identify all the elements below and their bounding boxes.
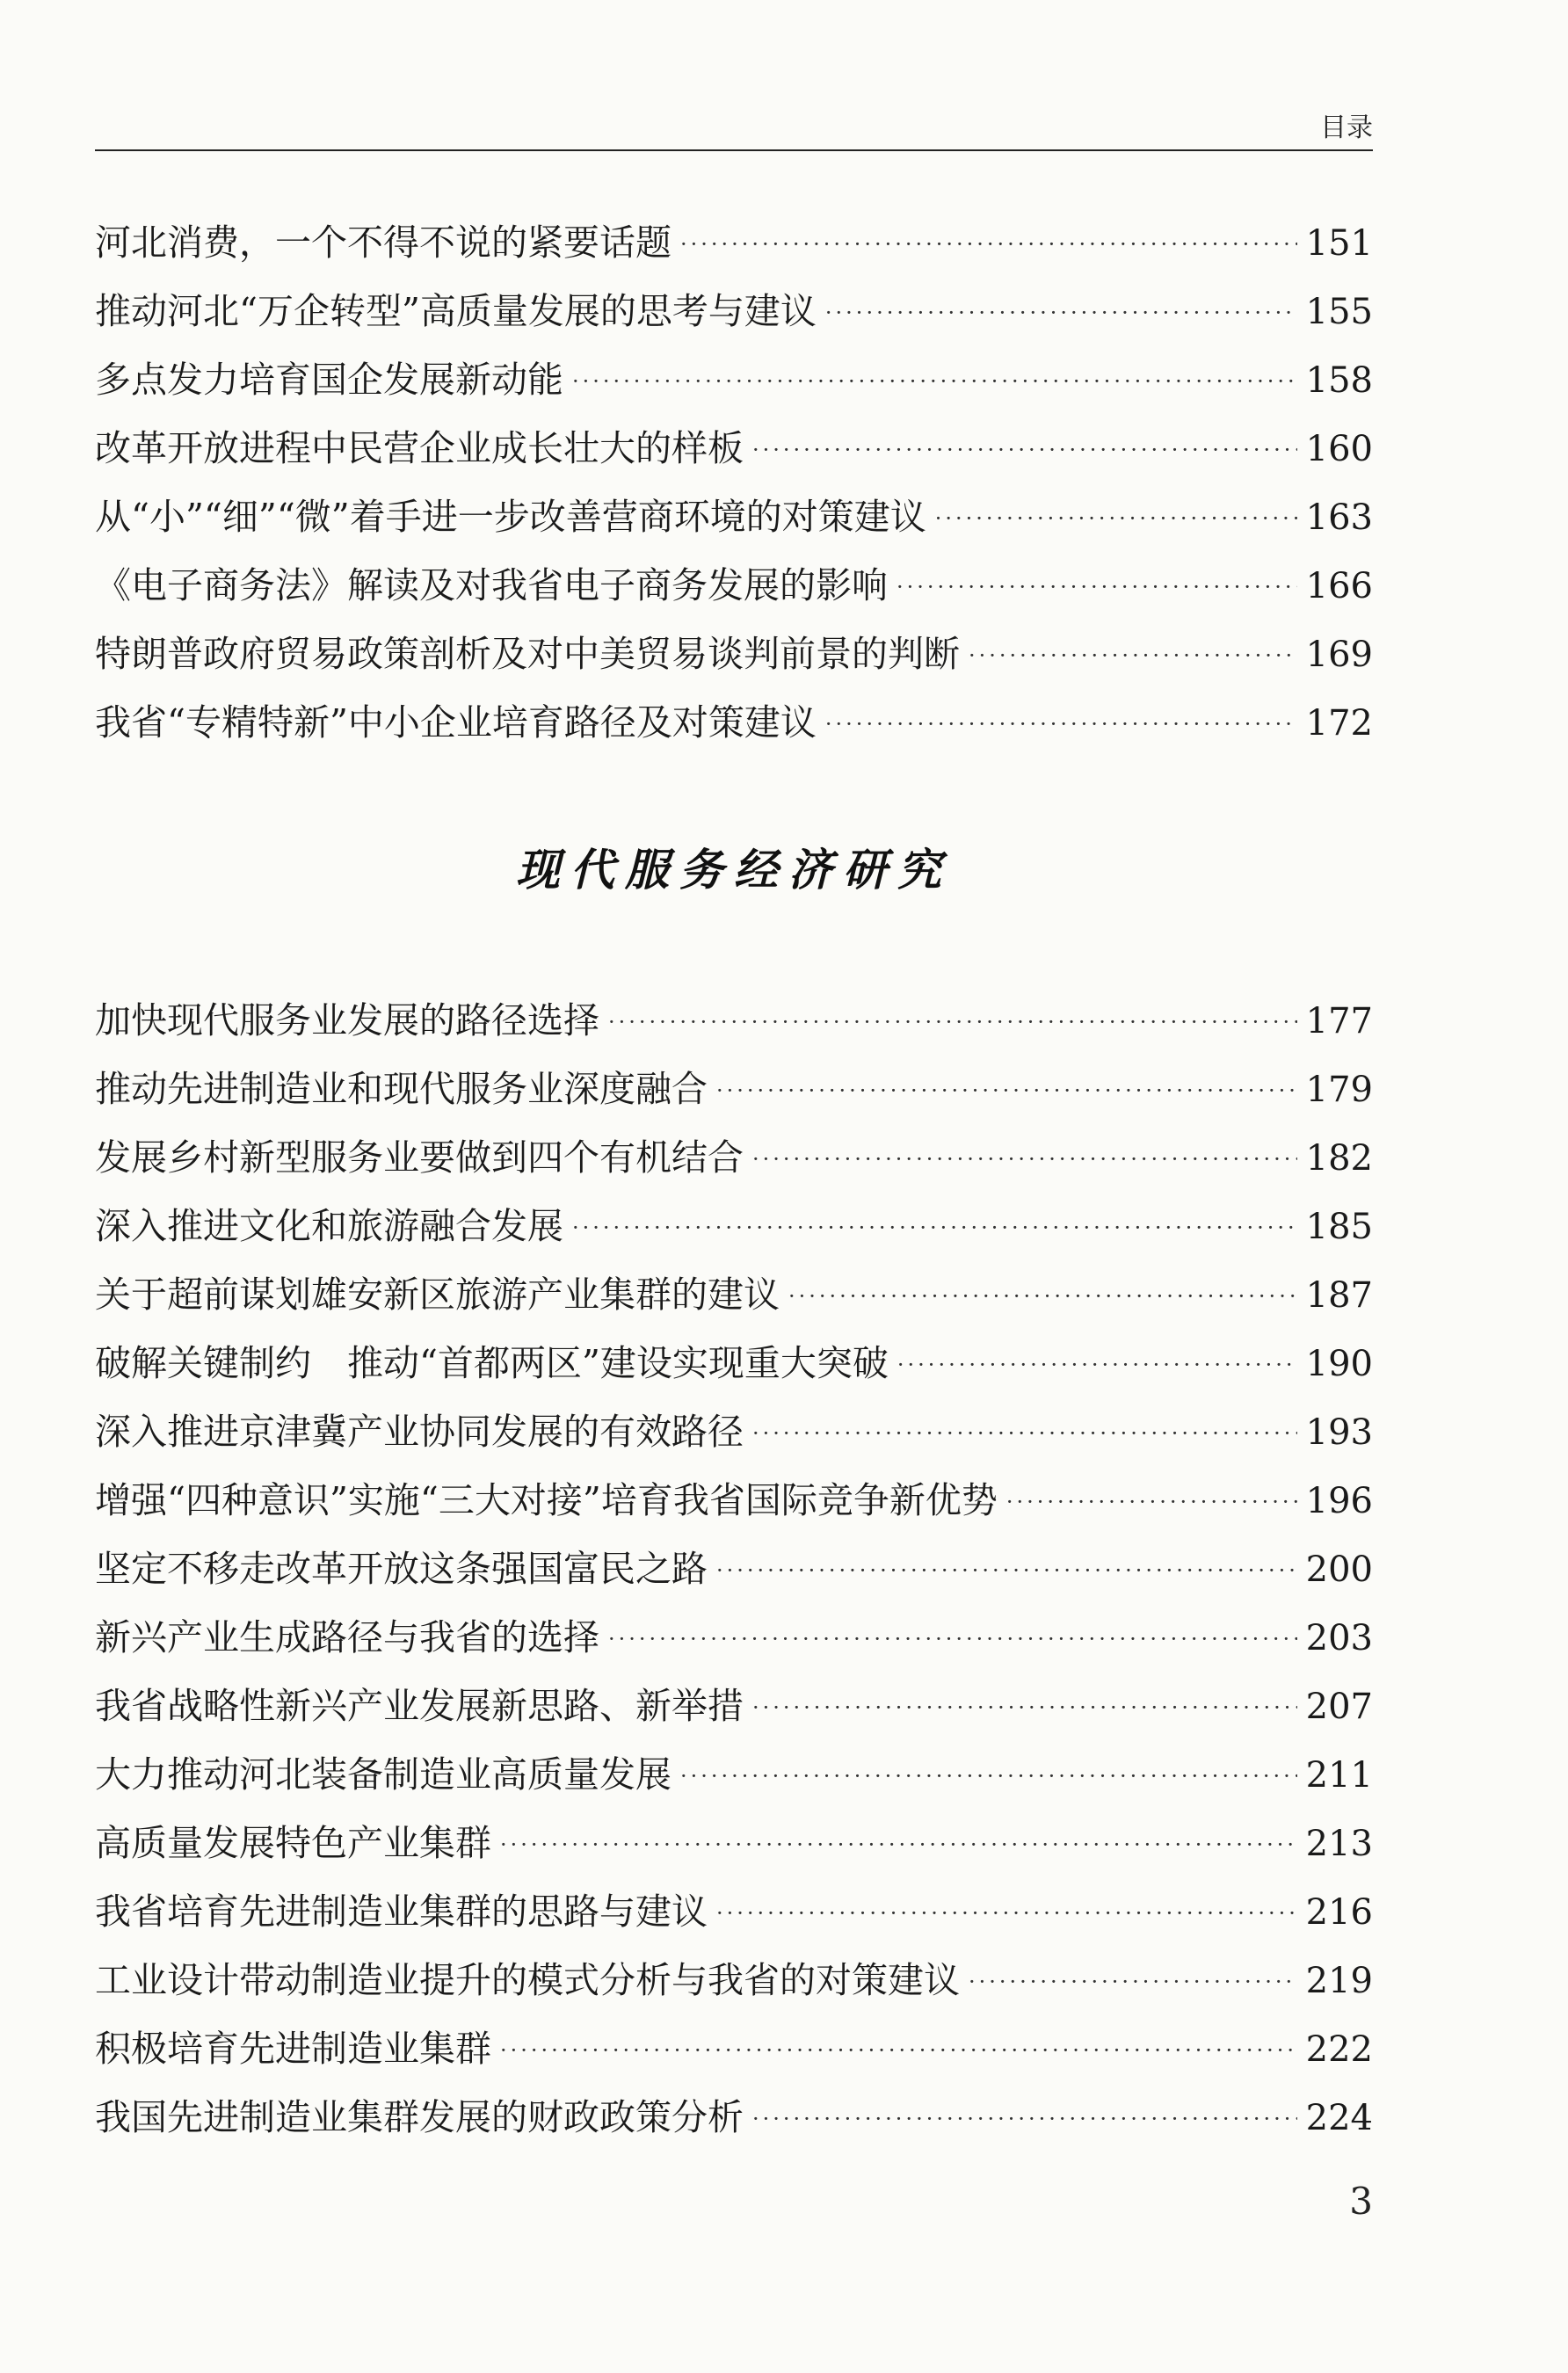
toc-entry-title: 改革开放进程中民营企业成长壮大的样板	[95, 427, 744, 469]
toc-entry	[95, 1397, 1373, 1466]
toc-entry	[95, 1192, 1373, 1260]
dot-leader	[680, 210, 1297, 279]
toc-list-part1	[95, 208, 1373, 757]
toc-entry-title: 推动先进制造业和现代服务业深度融合	[95, 1068, 708, 1110]
toc-entry	[95, 1055, 1373, 1123]
toc-entry-title: 新兴产业生成路径与我省的选择	[95, 1616, 599, 1658]
toc-entry	[95, 1672, 1373, 1740]
toc-entry-page: 196	[1305, 1481, 1373, 1521]
dot-leader	[897, 1331, 1297, 1399]
dot-leader	[752, 2085, 1297, 2153]
toc-entry-title: 深入推进文化和旅游融合发展	[95, 1205, 563, 1247]
toc-entry	[95, 483, 1373, 551]
toc-entry-title: 增强“四种意识”实施“三大对接”培育我省国际竞争新优势	[95, 1479, 998, 1521]
dot-leader	[716, 1879, 1297, 1948]
dot-leader	[897, 553, 1297, 621]
toc-entry-title: 破解关键制约 推动“首都两区”建设实现重大突破	[95, 1342, 889, 1384]
dot-leader	[752, 416, 1297, 484]
running-header	[95, 104, 1373, 151]
toc-entry-title: 特朗普政府贸易政策剖析及对中美贸易谈判前景的判断	[95, 633, 960, 675]
toc-entry-title: 积极培育先进制造业集群	[95, 2028, 491, 2070]
dot-leader	[788, 1262, 1297, 1331]
toc-entry-page: 187	[1305, 1275, 1373, 1316]
toc-entry-page: 211	[1305, 1755, 1373, 1796]
dot-leader	[969, 1948, 1297, 2016]
section-heading: 现代服务经济研究	[516, 844, 952, 896]
toc-entry	[95, 1123, 1373, 1192]
toc-entry	[95, 986, 1373, 1055]
dot-leader	[716, 1536, 1297, 1605]
toc-entry-title: 我省培育先进制造业集群的思路与建议	[95, 1890, 708, 1933]
toc-entry-title: 从“小”“细”“微”着手进一步改善营商环境的对策建议	[95, 496, 926, 538]
toc-entry-page: 151	[1305, 223, 1373, 264]
toc-entry	[95, 551, 1373, 620]
dot-leader	[680, 1742, 1297, 1811]
toc-entry-title: 推动河北“万企转型”高质量发展的思考与建议	[95, 290, 817, 332]
toc-entry	[95, 620, 1373, 688]
toc-entry-title: 高质量发展特色产业集群	[95, 1822, 491, 1864]
toc-entry-page: 219	[1305, 1961, 1373, 2001]
toc-entry-page: 182	[1305, 1138, 1373, 1179]
dot-leader	[752, 1399, 1297, 1468]
toc-entry-page: 160	[1305, 429, 1373, 469]
toc-entry	[95, 1535, 1373, 1603]
toc-entry-title: 关于超前谋划雄安新区旅游产业集群的建议	[95, 1274, 780, 1316]
toc-entry-page: 213	[1305, 1824, 1373, 1864]
toc-entry-title: 坚定不移走改革开放这条强国富民之路	[95, 1548, 708, 1590]
toc-entry-title: 发展乡村新型服务业要做到四个有机结合	[95, 1136, 744, 1179]
dot-leader	[608, 988, 1297, 1056]
dot-leader	[825, 279, 1297, 347]
toc-entry	[95, 1329, 1373, 1397]
toc-entry-title: 《电子商务法》解读及对我省电子商务发展的影响	[95, 564, 888, 606]
toc-entry-title: 深入推进京津冀产业协同发展的有效路径	[95, 1411, 744, 1453]
toc-entry	[95, 277, 1373, 345]
dot-leader	[716, 1056, 1297, 1125]
toc-entry-page: 207	[1305, 1687, 1373, 1727]
toc-entry	[95, 1603, 1373, 1672]
toc-entry-page: 177	[1305, 1001, 1373, 1041]
dot-leader	[752, 1673, 1297, 1742]
toc-entry-title: 加快现代服务业发展的路径选择	[95, 999, 599, 1041]
toc-entry-title: 大力推动河北装备制造业高质量发展	[95, 1753, 671, 1796]
toc-entry-title: 我省战略性新兴产业发展新思路、新举措	[95, 1685, 744, 1727]
toc-entry-page: 222	[1305, 2029, 1373, 2070]
toc-entry-page: 166	[1305, 566, 1373, 606]
toc-entry-page: 224	[1305, 2098, 1373, 2138]
toc-entry	[95, 1809, 1373, 1877]
toc-entry	[95, 688, 1373, 757]
toc-entry	[95, 1877, 1373, 1946]
toc-entry	[95, 345, 1373, 414]
toc-entry-page: 179	[1305, 1070, 1373, 1110]
toc-entry	[95, 1260, 1373, 1329]
dot-leader	[752, 1125, 1297, 1194]
toc-entry	[95, 2083, 1373, 2152]
toc-entry-page: 193	[1305, 1412, 1373, 1453]
dot-leader	[500, 1811, 1297, 1879]
toc-entry-title: 工业设计带动制造业提升的模式分析与我省的对策建议	[95, 1959, 960, 2001]
page-number: 3	[1349, 2180, 1373, 2223]
toc-entry-title: 河北消费，一个不得不说的紧要话题	[95, 221, 671, 264]
dot-leader	[608, 1605, 1297, 1673]
toc-list-part2	[95, 986, 1373, 2152]
toc-entry-title: 多点发力培育国企发展新动能	[95, 359, 563, 401]
toc-entry-title: 我国先进制造业集群发展的财政政策分析	[95, 2096, 744, 2138]
dot-leader	[500, 2016, 1297, 2085]
toc-entry-page: 158	[1305, 360, 1373, 401]
dot-leader	[935, 484, 1297, 553]
toc-entry-page: 203	[1305, 1618, 1373, 1658]
toc-entry-page: 155	[1305, 292, 1373, 332]
toc-entry	[95, 1740, 1373, 1809]
toc-entry-page: 172	[1305, 703, 1373, 744]
toc-entry-page: 163	[1305, 497, 1373, 538]
toc-entry-page: 190	[1305, 1344, 1373, 1384]
toc-entry	[95, 414, 1373, 483]
toc-entry-page: 216	[1305, 1892, 1373, 1933]
toc-entry-title: 我省“专精特新”中小企业培育路径及对策建议	[95, 701, 817, 744]
toc-entry-page: 200	[1305, 1549, 1373, 1590]
toc-entry	[95, 1466, 1373, 1535]
dot-leader	[1006, 1468, 1297, 1536]
dot-leader	[572, 347, 1297, 416]
dot-leader	[969, 621, 1297, 690]
toc-entry-page: 169	[1305, 635, 1373, 675]
header-label: 目录	[1320, 112, 1373, 143]
toc-entry	[95, 1946, 1373, 2014]
dot-leader	[825, 690, 1297, 758]
toc-entry-page: 185	[1305, 1207, 1373, 1247]
toc-entry	[95, 2014, 1373, 2083]
dot-leader	[572, 1194, 1297, 1262]
toc-entry	[95, 208, 1373, 277]
